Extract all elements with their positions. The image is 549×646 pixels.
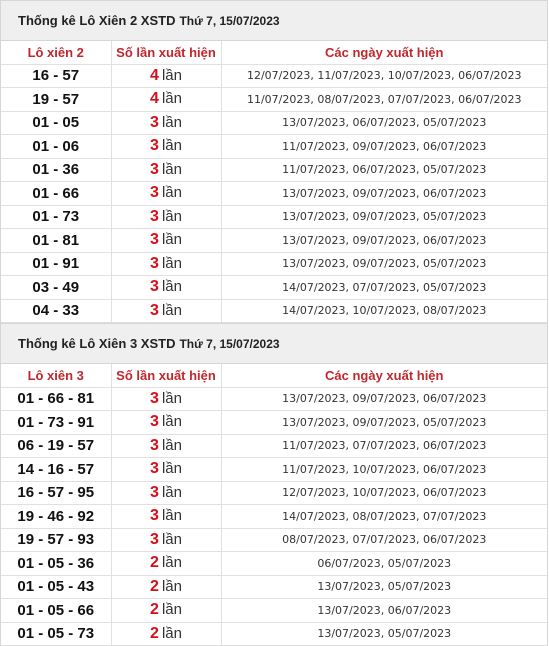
occurrence-dates: 14/07/2023, 08/07/2023, 07/07/2023 — [221, 505, 547, 529]
lo-pair: 01 - 05 - 43 — [1, 575, 111, 599]
lo-pair: 03 - 49 — [1, 276, 111, 300]
count-unit: lần — [161, 160, 182, 178]
occurrence-count — [111, 411, 221, 435]
count-number: 3 — [150, 530, 159, 548]
count-number: 3 — [150, 160, 159, 178]
occurrence-count — [111, 434, 221, 458]
table-row — [1, 88, 547, 112]
occurrence-count — [111, 528, 221, 552]
occurrence-dates: 13/07/2023, 09/07/2023, 05/07/2023 — [221, 205, 547, 229]
lo-pair: 01 - 73 — [1, 205, 111, 229]
count-number: 3 — [150, 507, 159, 525]
count-number: 3 — [150, 436, 159, 454]
lo-pair: 01 - 81 — [1, 229, 111, 253]
section-title-xien-2 — [1, 0, 547, 41]
table-row — [1, 387, 547, 411]
count-unit: lần — [161, 184, 182, 202]
table-xien-2 — [1, 41, 547, 323]
count-number: 3 — [150, 184, 159, 202]
count-unit: lần — [161, 389, 182, 407]
occurrence-count — [111, 111, 221, 135]
table-body-xien-2 — [1, 64, 547, 323]
count-unit: lần — [161, 601, 182, 619]
table-body-xien-3 — [1, 387, 547, 646]
table-row — [1, 505, 547, 529]
table-row — [1, 575, 547, 599]
section-title-text: Thống kê Lô Xiên 2 XSTD — [18, 13, 176, 28]
occurrence-dates: 11/07/2023, 07/07/2023, 06/07/2023 — [221, 434, 547, 458]
occurrence-count — [111, 552, 221, 576]
count-unit: lần — [161, 137, 182, 155]
occurrence-count — [111, 229, 221, 253]
table-row — [1, 599, 547, 623]
lo-pair: 16 - 57 - 95 — [1, 481, 111, 505]
count-number: 3 — [150, 413, 159, 431]
occurrence-dates: 14/07/2023, 10/07/2023, 08/07/2023 — [221, 299, 547, 323]
occurrence-dates: 12/07/2023, 11/07/2023, 10/07/2023, 06/07/2023 — [221, 64, 547, 88]
occurrence-count — [111, 205, 221, 229]
count-number: 3 — [150, 278, 159, 296]
table-row — [1, 205, 547, 229]
lo-pair: 19 - 46 - 92 — [1, 505, 111, 529]
count-number: 2 — [150, 577, 159, 595]
occurrence-count — [111, 182, 221, 206]
lo-pair: 01 - 05 - 73 — [1, 622, 111, 646]
lo-pair: 01 - 06 — [1, 135, 111, 159]
occurrence-count — [111, 387, 221, 411]
occurrence-dates: 13/07/2023, 09/07/2023, 05/07/2023 — [221, 252, 547, 276]
count-unit: lần — [161, 624, 182, 642]
occurrence-count — [111, 135, 221, 159]
column-header-dates: Các ngày xuất hiện — [221, 41, 547, 64]
count-unit: lần — [161, 90, 182, 108]
table-row — [1, 276, 547, 300]
table-row — [1, 458, 547, 482]
table-row — [1, 622, 547, 646]
column-header-count: Số lần xuất hiện — [111, 41, 221, 64]
occurrence-dates: 11/07/2023, 06/07/2023, 05/07/2023 — [221, 158, 547, 182]
table-row — [1, 481, 547, 505]
occurrence-dates: 11/07/2023, 08/07/2023, 07/07/2023, 06/07/2023 — [221, 88, 547, 112]
table-row — [1, 182, 547, 206]
occurrence-dates: 06/07/2023, 05/07/2023 — [221, 552, 547, 576]
count-number: 3 — [150, 460, 159, 478]
occurrence-dates: 13/07/2023, 06/07/2023 — [221, 599, 547, 623]
section-date: Thứ 7, 15/07/2023 — [179, 336, 280, 351]
table-header-row — [1, 41, 547, 64]
table-row — [1, 64, 547, 88]
lo-pair: 01 - 66 - 81 — [1, 387, 111, 411]
occurrence-count — [111, 299, 221, 323]
count-number: 3 — [150, 483, 159, 501]
count-unit: lần — [161, 483, 182, 501]
table-row — [1, 252, 547, 276]
count-unit: lần — [161, 301, 182, 319]
lo-pair: 06 - 19 - 57 — [1, 434, 111, 458]
occurrence-count — [111, 276, 221, 300]
column-header-dates: Các ngày xuất hiện — [221, 364, 547, 387]
count-number: 2 — [150, 624, 159, 642]
column-header-pair: Lô xiên 2 — [1, 41, 111, 64]
table-xien-3 — [1, 364, 547, 646]
table-row — [1, 411, 547, 435]
table-row — [1, 528, 547, 552]
column-header-pair: Lô xiên 3 — [1, 364, 111, 387]
table-row — [1, 158, 547, 182]
occurrence-dates: 13/07/2023, 06/07/2023, 05/07/2023 — [221, 111, 547, 135]
count-unit: lần — [161, 554, 182, 572]
count-unit: lần — [161, 460, 182, 478]
occurrence-count — [111, 599, 221, 623]
count-unit: lần — [161, 66, 182, 84]
count-unit: lần — [161, 577, 182, 595]
table-row — [1, 111, 547, 135]
table-row — [1, 229, 547, 253]
lo-pair: 01 - 36 — [1, 158, 111, 182]
occurrence-dates: 11/07/2023, 09/07/2023, 06/07/2023 — [221, 135, 547, 159]
lo-pair: 01 - 66 — [1, 182, 111, 206]
lo-pair: 01 - 73 - 91 — [1, 411, 111, 435]
count-number: 3 — [150, 113, 159, 131]
table-row — [1, 299, 547, 323]
count-unit: lần — [161, 436, 182, 454]
occurrence-count — [111, 481, 221, 505]
occurrence-count — [111, 64, 221, 88]
count-number: 3 — [150, 301, 159, 319]
lo-pair: 14 - 16 - 57 — [1, 458, 111, 482]
section-date: Thứ 7, 15/07/2023 — [179, 13, 280, 28]
count-unit: lần — [161, 530, 182, 548]
occurrence-dates: 13/07/2023, 09/07/2023, 06/07/2023 — [221, 229, 547, 253]
lo-pair: 19 - 57 - 93 — [1, 528, 111, 552]
lo-pair: 16 - 57 — [1, 64, 111, 88]
occurrence-dates: 13/07/2023, 09/07/2023, 06/07/2023 — [221, 387, 547, 411]
occurrence-dates: 13/07/2023, 09/07/2023, 06/07/2023 — [221, 182, 547, 206]
count-unit: lần — [161, 231, 182, 249]
lo-pair: 01 - 05 — [1, 111, 111, 135]
count-unit: lần — [161, 278, 182, 296]
occurrence-dates: 11/07/2023, 10/07/2023, 06/07/2023 — [221, 458, 547, 482]
lo-pair: 01 - 91 — [1, 252, 111, 276]
occurrence-dates: 13/07/2023, 05/07/2023 — [221, 575, 547, 599]
occurrence-count — [111, 88, 221, 112]
count-unit: lần — [161, 254, 182, 272]
occurrence-count — [111, 622, 221, 646]
count-unit: lần — [161, 507, 182, 525]
section-title-xien-3 — [1, 323, 547, 364]
count-number: 4 — [150, 90, 159, 108]
lo-pair: 19 - 57 — [1, 88, 111, 112]
count-number: 3 — [150, 137, 159, 155]
count-unit: lần — [161, 207, 182, 225]
count-number: 3 — [150, 389, 159, 407]
count-unit: lần — [161, 113, 182, 131]
occurrence-count — [111, 458, 221, 482]
occurrence-count — [111, 575, 221, 599]
section-title-text: Thống kê Lô Xiên 3 XSTD — [18, 336, 176, 351]
occurrence-dates: 08/07/2023, 07/07/2023, 06/07/2023 — [221, 528, 547, 552]
occurrence-count — [111, 252, 221, 276]
occurrence-dates: 12/07/2023, 10/07/2023, 06/07/2023 — [221, 481, 547, 505]
count-number: 3 — [150, 231, 159, 249]
occurrence-dates: 14/07/2023, 07/07/2023, 05/07/2023 — [221, 276, 547, 300]
table-row — [1, 552, 547, 576]
occurrence-dates: 13/07/2023, 05/07/2023 — [221, 622, 547, 646]
table-row — [1, 135, 547, 159]
table-row — [1, 434, 547, 458]
count-number: 2 — [150, 601, 159, 619]
occurrence-count — [111, 158, 221, 182]
count-number: 4 — [150, 66, 159, 84]
occurrence-dates: 13/07/2023, 09/07/2023, 05/07/2023 — [221, 411, 547, 435]
table-header-row — [1, 364, 547, 387]
count-unit: lần — [161, 413, 182, 431]
lo-pair: 04 - 33 — [1, 299, 111, 323]
occurrence-count — [111, 505, 221, 529]
count-number: 2 — [150, 554, 159, 572]
count-number: 3 — [150, 207, 159, 225]
column-header-count: Số lần xuất hiện — [111, 364, 221, 387]
lo-pair: 01 - 05 - 36 — [1, 552, 111, 576]
lo-pair: 01 - 05 - 66 — [1, 599, 111, 623]
count-number: 3 — [150, 254, 159, 272]
